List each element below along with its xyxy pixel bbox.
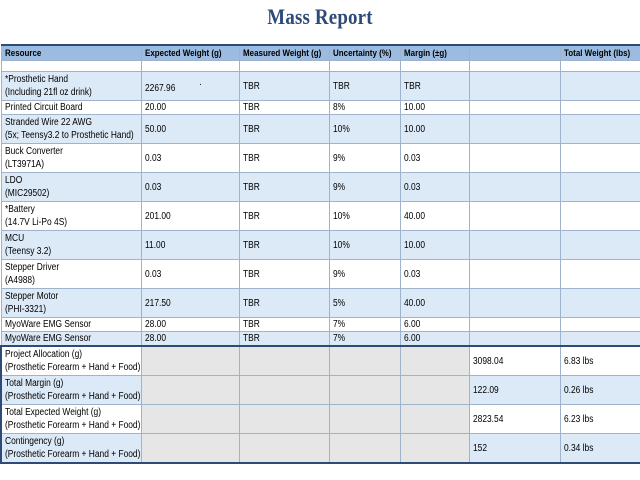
resource-cell [1, 202, 141, 231]
resource-cell [1, 260, 141, 289]
uncertainty-cell: 9% [329, 173, 400, 202]
margin-cell: 6.00 [400, 318, 469, 332]
empty-cell [469, 101, 560, 115]
summary-row [1, 434, 640, 464]
empty-cell [469, 260, 560, 289]
col-header-uncertainty: Uncertainty (%) [329, 45, 400, 61]
summary-row [1, 405, 640, 434]
total-weight-cell [560, 231, 640, 260]
measured-weight-cell: TBR [239, 318, 329, 332]
summary-label-cell [1, 405, 141, 434]
total-weight-cell [560, 202, 640, 231]
table-row [1, 332, 640, 347]
summary-detail: (Prosthetic Forearm + Hand + Food) [5, 449, 141, 460]
empty-cell [469, 231, 560, 260]
measured-weight-cell: TBR [239, 115, 329, 144]
measured-weight-cell: TBR [239, 231, 329, 260]
margin-cell: 0.03 [400, 173, 469, 202]
uncertainty-cell: 10% [329, 231, 400, 260]
expected-weight-cell: 28.00 [141, 318, 239, 332]
resource-cell [1, 318, 141, 332]
table-row [1, 173, 640, 202]
expected-weight-cell: 2267.96 · [141, 72, 239, 101]
col-header-total-weight: Total Weight (lbs) [560, 45, 640, 61]
uncertainty-cell: 7% [329, 332, 400, 347]
summary-grams-cell: 122.09 [469, 376, 560, 405]
total-weight-cell [560, 318, 640, 332]
col-header-expected: Expected Weight (g) [141, 45, 239, 61]
summary-grams-cell: 2823.54 [469, 405, 560, 434]
expected-weight-cell: 28.00 [141, 332, 239, 347]
table-row [1, 318, 640, 332]
summary-name: Total Margin (g) [5, 378, 64, 389]
resource-cell [1, 72, 141, 101]
empty-cell [469, 202, 560, 231]
col-header-margin: Margin (±g) [400, 45, 469, 61]
resource-detail: (5x; Teensy3.2 to Prosthetic Hand) [4, 130, 134, 141]
uncertainty-cell: 10% [329, 115, 400, 144]
margin-cell: 10.00 [400, 101, 469, 115]
resource-name: Stepper Motor [4, 291, 58, 302]
mass-table [0, 44, 640, 464]
measured-weight-cell: TBR [239, 260, 329, 289]
summary-name: Contingency (g) [5, 436, 65, 447]
empty-cell [469, 144, 560, 173]
margin-cell: 0.03 [400, 260, 469, 289]
measured-weight-cell: TBR [239, 289, 329, 318]
margin-cell: TBR [400, 72, 469, 101]
measured-weight-cell: TBR [239, 202, 329, 231]
header-row [1, 45, 640, 61]
margin-cell: 10.00 [400, 231, 469, 260]
summary-name: Total Expected Weight (g) [5, 407, 102, 418]
total-weight-cell [560, 72, 640, 101]
table-row [1, 260, 640, 289]
total-weight-cell [560, 173, 640, 202]
resource-name: MCU [4, 233, 24, 244]
total-weight-cell [560, 115, 640, 144]
uncertainty-cell: 9% [329, 144, 400, 173]
resource-detail: (LT3971A) [4, 159, 44, 170]
resource-detail: (14.7V Li-Po 4S) [4, 217, 67, 228]
summary-detail: (Prosthetic Forearm + Hand + Food) [5, 362, 141, 373]
uncertainty-cell: 10% [329, 202, 400, 231]
summary-label-cell [1, 376, 141, 405]
summary-grams-cell: 3098.04 [469, 346, 560, 376]
empty-cell [469, 72, 560, 101]
resource-name: MyoWare EMG Sensor [4, 319, 91, 330]
margin-cell: 40.00 [400, 289, 469, 318]
resource-cell [1, 332, 141, 347]
summary-label-cell [1, 434, 141, 464]
resource-name: Buck Converter [4, 146, 63, 157]
uncertainty-cell: 8% [329, 101, 400, 115]
summary-grams-cell: 152 [469, 434, 560, 464]
total-weight-cell [560, 332, 640, 347]
resource-cell [1, 144, 141, 173]
summary-lbs-cell: 0.26 lbs [560, 376, 640, 405]
table-row [1, 202, 640, 231]
uncertainty-cell: 5% [329, 289, 400, 318]
margin-cell: 0.03 [400, 144, 469, 173]
summary-label-cell [1, 346, 141, 376]
summary-lbs-cell: 6.23 lbs [560, 405, 640, 434]
table-row [1, 144, 640, 173]
expected-weight-cell: 0.03 [141, 260, 239, 289]
stray-mark: · [198, 78, 202, 90]
uncertainty-cell: 9% [329, 260, 400, 289]
resource-name: *Battery [4, 204, 35, 215]
table-row [1, 289, 640, 318]
empty-cell [469, 318, 560, 332]
resource-name: MyoWare EMG Sensor [4, 333, 91, 344]
table-row [1, 115, 640, 144]
resource-detail: (Including 21fl oz drink) [4, 87, 92, 98]
summary-lbs-cell: 6.83 lbs [560, 346, 640, 376]
margin-cell: 6.00 [400, 332, 469, 347]
resource-name: *Prosthetic Hand [4, 74, 68, 85]
resource-name: LDO [4, 175, 22, 186]
summary-lbs-cell: 0.34 lbs [560, 434, 640, 464]
col-header-measured: Measured Weight (g) [239, 45, 329, 61]
table-row [1, 231, 640, 260]
measured-weight-cell: TBR [239, 332, 329, 347]
uncertainty-cell: 7% [329, 318, 400, 332]
resource-detail: (MIC29502) [4, 188, 49, 199]
table-row [1, 72, 640, 101]
measured-weight-cell: TBR [239, 101, 329, 115]
resource-detail: (A4988) [4, 275, 35, 286]
measured-weight-cell: TBR [239, 72, 329, 101]
resource-cell [1, 101, 141, 115]
table-row [1, 101, 640, 115]
total-weight-cell [560, 289, 640, 318]
measured-weight-cell: TBR [239, 144, 329, 173]
blank-row [1, 61, 640, 72]
empty-cell [469, 173, 560, 202]
uncertainty-cell: TBR [329, 72, 400, 101]
expected-weight-cell: 217.50 [141, 289, 239, 318]
expected-weight-cell: 50.00 [141, 115, 239, 144]
col-header-resource: Resource [1, 45, 141, 61]
resource-name: Stranded Wire 22 AWG [4, 117, 92, 128]
expected-weight-cell: 0.03 [141, 173, 239, 202]
summary-row [1, 376, 640, 405]
margin-cell: 40.00 [400, 202, 469, 231]
resource-name: Printed Circuit Board [4, 102, 83, 113]
expected-weight-cell: 201.00 [141, 202, 239, 231]
summary-row [1, 346, 640, 376]
col-header-blank [469, 45, 560, 61]
total-weight-cell [560, 101, 640, 115]
measured-weight-cell: TBR [239, 173, 329, 202]
summary-detail: (Prosthetic Forearm + Hand + Food) [5, 391, 141, 402]
summary-name: Project Allocation (g) [5, 349, 83, 360]
resource-name: Stepper Driver [4, 262, 59, 273]
expected-weight-cell: 20.00 [141, 101, 239, 115]
expected-weight-cell: 0.03 [141, 144, 239, 173]
total-weight-cell [560, 260, 640, 289]
resource-cell [1, 173, 141, 202]
empty-cell [469, 289, 560, 318]
resource-detail: (PHI-3321) [4, 304, 46, 315]
resource-detail: (Teensy 3.2) [4, 246, 51, 257]
empty-cell [469, 332, 560, 347]
empty-cell [469, 115, 560, 144]
resource-cell [1, 289, 141, 318]
summary-detail: (Prosthetic Forearm + Hand + Food) [5, 420, 141, 431]
resource-cell [1, 231, 141, 260]
report-title: Mass Report [267, 4, 373, 29]
margin-cell: 10.00 [400, 115, 469, 144]
resource-cell [1, 115, 141, 144]
expected-weight-cell: 11.00 [141, 231, 239, 260]
total-weight-cell [560, 144, 640, 173]
